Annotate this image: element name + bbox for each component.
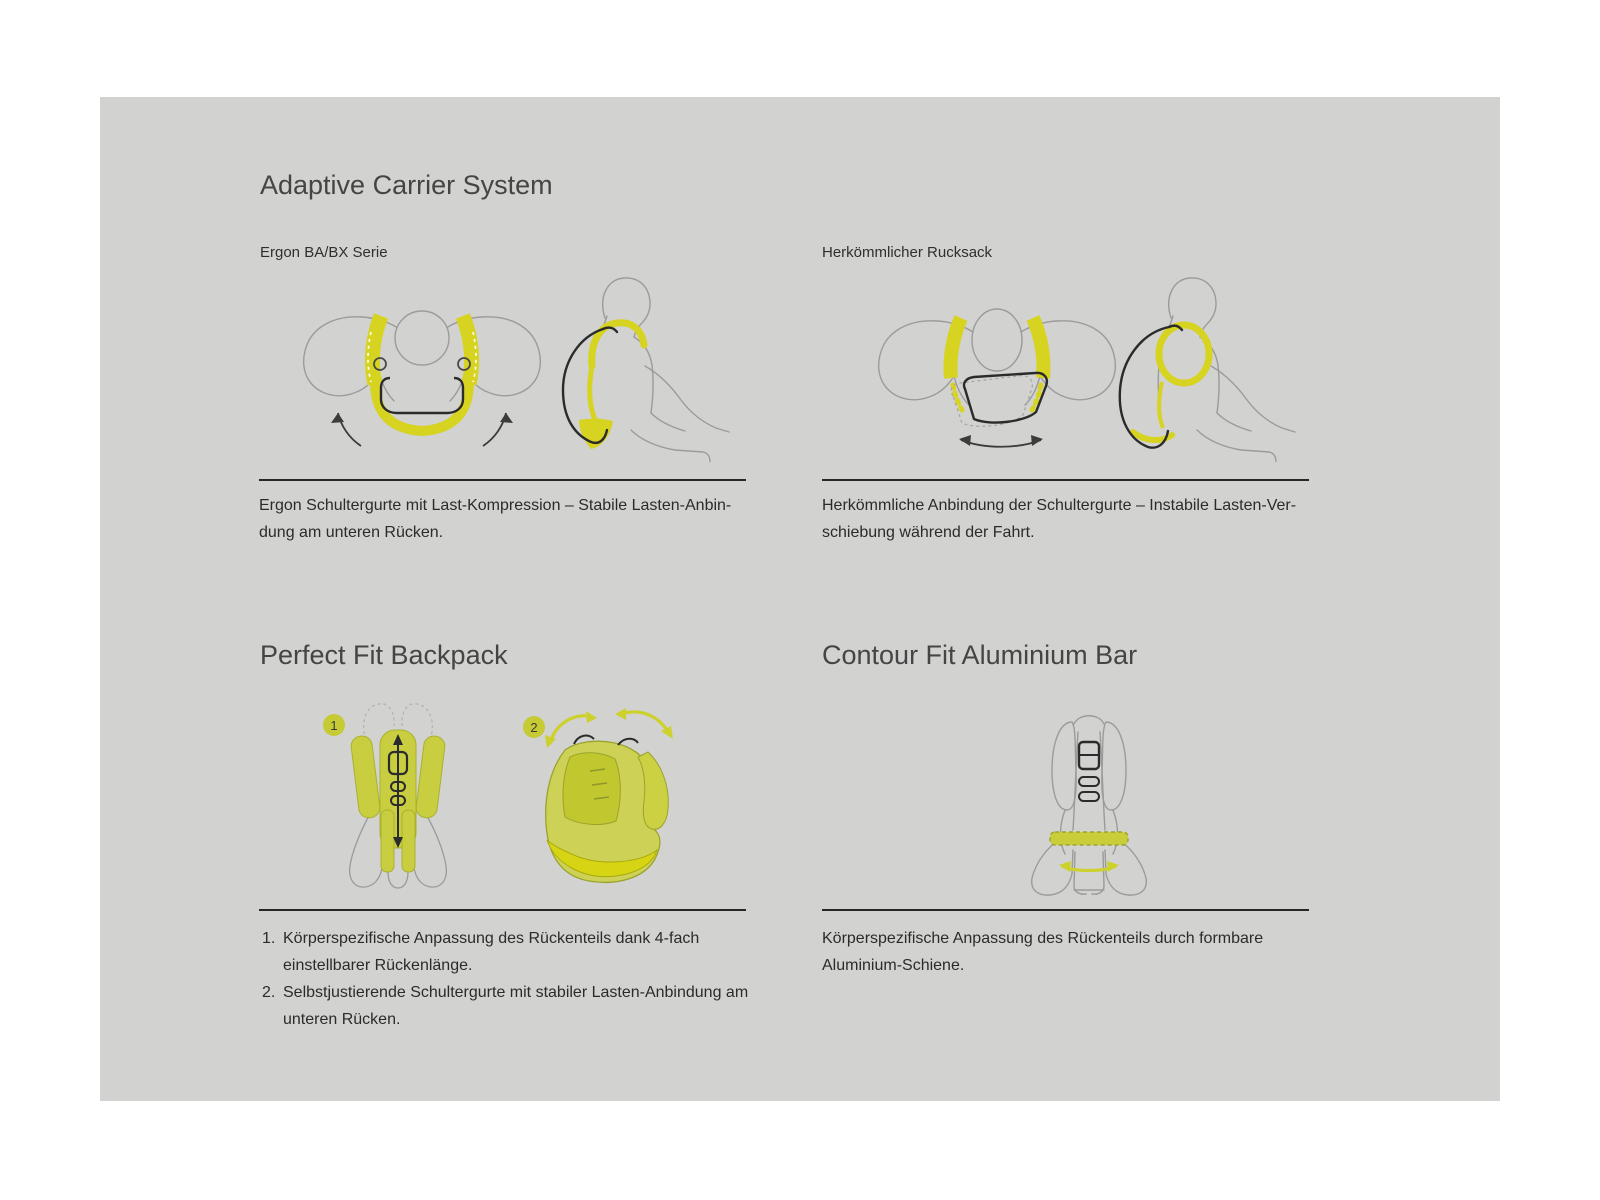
sway-arrow: [961, 440, 1041, 447]
conventional-top-view: [879, 309, 1116, 447]
perfect-fit-list: [262, 925, 782, 1033]
loose-strap-loop: [1159, 325, 1209, 383]
section-title-perfect-fit: Perfect Fit Backpack: [260, 640, 508, 670]
ergon-top-view: [304, 311, 541, 446]
illustration-contour-fit: [822, 700, 1308, 900]
divider-conventional: [822, 479, 1309, 481]
back-panel: [563, 753, 620, 825]
column-label-conventional: Herkömmlicher Rucksack: [822, 244, 993, 261]
perfect-fit-step2: [523, 708, 673, 882]
caption-ergon: Ergon Schultergurte mit Last-Kompression – Stabile Lasten-Anbin- dung am unteren Rücken.: [259, 497, 732, 541]
list-item: 2. Selbstjustierende Schultergurte mit stabiler Lasten-Anbindung am unteren Rücken.: [262, 984, 749, 1028]
pack-top-edge: [381, 378, 463, 413]
illustration-ergon-carrier: [260, 272, 745, 462]
buckle-and-slots: [1079, 742, 1099, 801]
step-badge-2-number: 2: [530, 720, 538, 735]
divider-ergon: [259, 479, 746, 481]
section-title-contour-fit: Contour Fit Aluminium Bar: [822, 640, 1138, 670]
aluminium-bar-highlight: [1050, 832, 1128, 845]
illustration-perfect-fit: [300, 692, 745, 902]
list-item: 1. Körperspezifische Anpassung des Rückenteils dank 4-fach einstellbarer Rückenlänge.: [262, 930, 700, 974]
page-title: Adaptive Carrier System: [260, 170, 553, 200]
backpack-outline: [1120, 326, 1182, 448]
step-badge-1-number: 1: [330, 718, 338, 733]
pack-top-edge-shifted: [964, 373, 1047, 423]
caption-contour-fit: Körperspezifische Anpassung des Rückenteils durch formbare Aluminium-Schiene.: [822, 930, 1264, 974]
content-panel: [100, 97, 1500, 1101]
head-top-view: [395, 311, 449, 365]
column-label-ergon: Ergon BA/BX Serie: [260, 244, 388, 261]
perfect-fit-step1: [323, 704, 446, 888]
caption-conventional: Herkömmliche Anbindung der Schultergurte – Instabile Lasten-Ver- schiebung während der Fahrt.: [822, 497, 1297, 541]
ergon-side-view: [563, 278, 729, 462]
divider-perfect-fit: [259, 909, 746, 911]
divider-contour-fit: [822, 909, 1309, 911]
self-adjust-arrows: [550, 712, 670, 744]
conventional-side-view: [1120, 278, 1295, 462]
lumbar-pad-highlight: [579, 419, 613, 449]
head-top-view: [972, 309, 1022, 371]
illustration-conventional-backpack: [822, 272, 1308, 462]
